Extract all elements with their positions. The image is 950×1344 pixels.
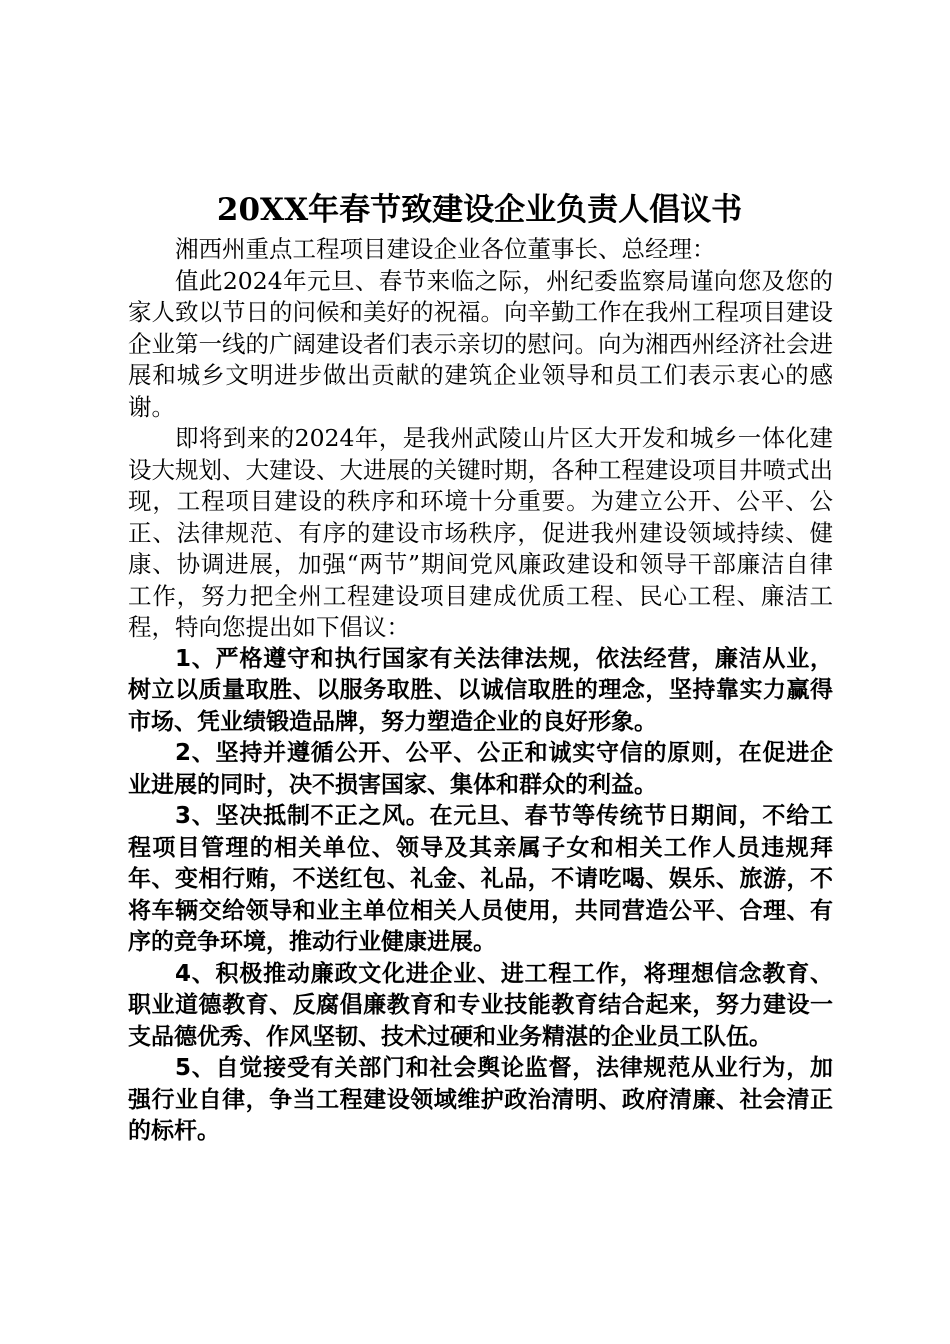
salutation: 湘西州重点工程项目建设企业各位董事长、总经理： (175, 235, 716, 263)
paragraph-greeting: 值此2024年元旦、春节来临之际，州纪委监察局谨向您及您的家人致以节日的问候和美好的祝福。向辛勤工作在我州工程项目建设企业第一线的广阔建设者们表示亲切的慰问。向为湘西州经济社会进展和城乡文明进步做出贡献的建筑企业领导和员工们表示衷心的感谢。 (128, 266, 833, 421)
paragraph-background: 即将到来的2024年，是我州武陵山片区大开发和城乡一体化建设大规划、大建设、大进展的关键时期，各种工程建设项目井喷式出现，工程项目建设的秩序和环境十分重要。为建立公开、公平、公正、法律规范、有序的建设市场秩序，促进我州建设领域持续、健康、协调进展，加强“两节”期间党风廉政建设和领导干部廉洁自律工作，努力把全州工程建设项目建成优质工程、民心工程、廉洁工程，特向您提出如下倡议： (128, 424, 833, 641)
document-title: 20XX年春节致建设企业负责人倡议书 (216, 192, 743, 228)
proposal-item-1: 1、严格遵守和执行国家有关法律法规，依法经营，廉洁从业，树立以质量取胜、以服务取胜、以诚信取胜的理念，坚持靠实力赢得市场、凭业绩锻造品牌，努力塑造企业的良好形象。 (128, 645, 833, 735)
document-body (128, 186, 833, 1148)
proposal-item-5: 5、自觉接受有关部门和社会舆论监督，法律规范从业行为，加强行业自律，争当工程建设领域维护政治清明、政府清廉、社会清正的标杆。 (128, 1055, 833, 1144)
proposal-item-2: 2、坚持并遵循公开、公平、公正和诚实守信的原则，在促进企业进展的同时，决不损害国家、集体和群众的利益。 (128, 740, 833, 798)
proposal-item-3: 3、坚决抵制不正之风。在元旦、春节等传统节日期间，不给工程项目管理的相关单位、领导及其亲属子女和相关工作人员违规拜年、变相行贿，不送红包、礼金、礼品，不请吃喝、娱乐、旅游，不将车辆交给领导和业主单位相关人员使用，共同营造公平、合理、有序的竞争环境，推动行业健康进展。 (128, 803, 833, 955)
proposal-item-4: 4、积极推动廉政文化进企业、进工程工作，将理想信念教育、职业道德教育、反腐倡廉教育和专业技能教育结合起来，努力建设一支品德优秀、作风坚韧、技术过硬和业务精湛的企业员工队伍。 (128, 960, 833, 1050)
